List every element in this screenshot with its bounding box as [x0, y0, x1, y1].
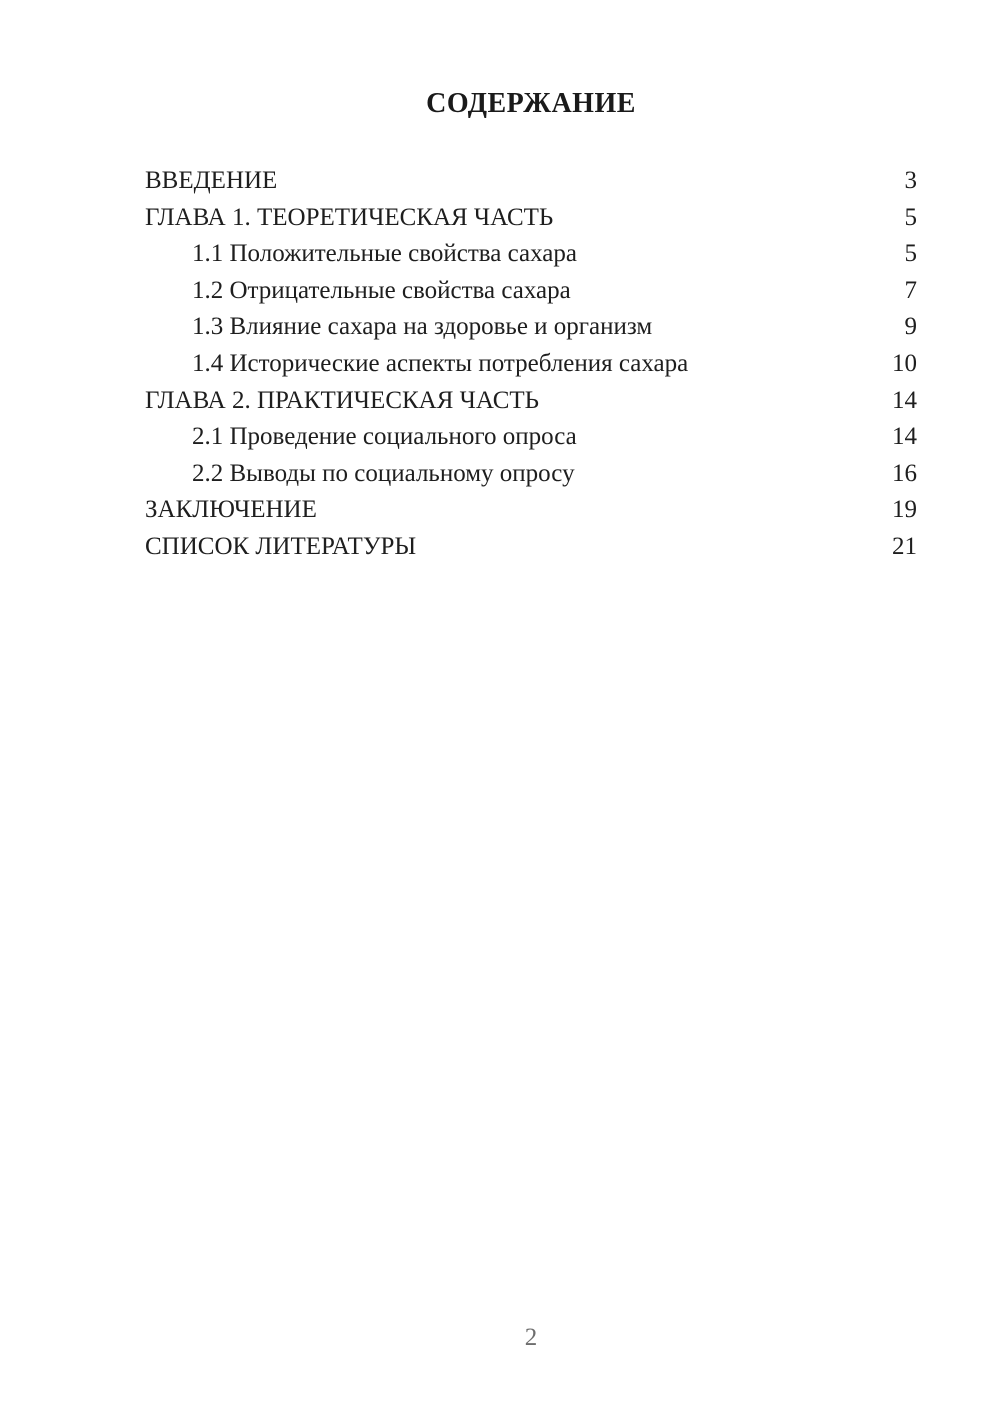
- toc-entry-label: 1.2 Отрицательные свойства сахара: [192, 276, 571, 304]
- toc-entry-page-number: 7: [904, 276, 917, 304]
- toc-entry-page-number: 5: [904, 203, 917, 231]
- toc-entry-page-number: 14: [892, 423, 917, 451]
- toc-entry-label: 2.2 Выводы по социальному опросу: [192, 459, 575, 487]
- toc-entry: [145, 163, 917, 200]
- toc-entry-page-number: 5: [904, 240, 917, 268]
- toc-entry-page-number: 10: [892, 349, 917, 377]
- toc-entry-label: 1.4 Исторические аспекты потребления сахара: [192, 349, 689, 377]
- page-title: СОДЕРЖАНИЕ: [426, 88, 636, 119]
- toc-entry: [145, 419, 917, 456]
- toc-entry-label: ВВЕДЕНИЕ: [145, 167, 278, 194]
- toc-entry-page-number: 21: [892, 532, 917, 560]
- toc-entry: [145, 236, 917, 273]
- toc-entry-label: ЗАКЛЮЧЕНИЕ: [145, 496, 317, 524]
- toc-entry-page-number: 3: [904, 167, 917, 194]
- page-number: 2: [524, 1324, 538, 1351]
- toc-entry-label: ГЛАВА 1. ТЕОРЕТИЧЕСКАЯ ЧАСТЬ: [145, 203, 554, 231]
- toc-entry: [145, 529, 917, 566]
- toc-entry-label: СПИСОК ЛИТЕРАТУРЫ: [145, 532, 417, 560]
- toc-entry-label: 1.3 Влияние сахара на здоровье и организм: [192, 313, 653, 341]
- toc-entry: [145, 309, 917, 346]
- toc-entry: [145, 492, 917, 529]
- toc-entry-page-number: 19: [892, 496, 917, 524]
- toc-entry: [145, 383, 917, 420]
- toc-entry-page-number: 16: [892, 459, 917, 487]
- toc-entry-label: ГЛАВА 2. ПРАКТИЧЕСКАЯ ЧАСТЬ: [145, 386, 540, 414]
- toc-entry: [145, 273, 917, 310]
- toc-list: [145, 163, 917, 566]
- toc-entry: [145, 346, 917, 383]
- toc-entry-page-number: 9: [904, 313, 917, 341]
- toc-entry-label: 1.1 Положительные свойства сахара: [192, 240, 577, 268]
- toc-entry: [145, 200, 917, 237]
- toc-entry: [145, 456, 917, 493]
- toc-entry-label: 2.1 Проведение социального опроса: [192, 423, 577, 451]
- toc-entry-page-number: 14: [892, 386, 917, 414]
